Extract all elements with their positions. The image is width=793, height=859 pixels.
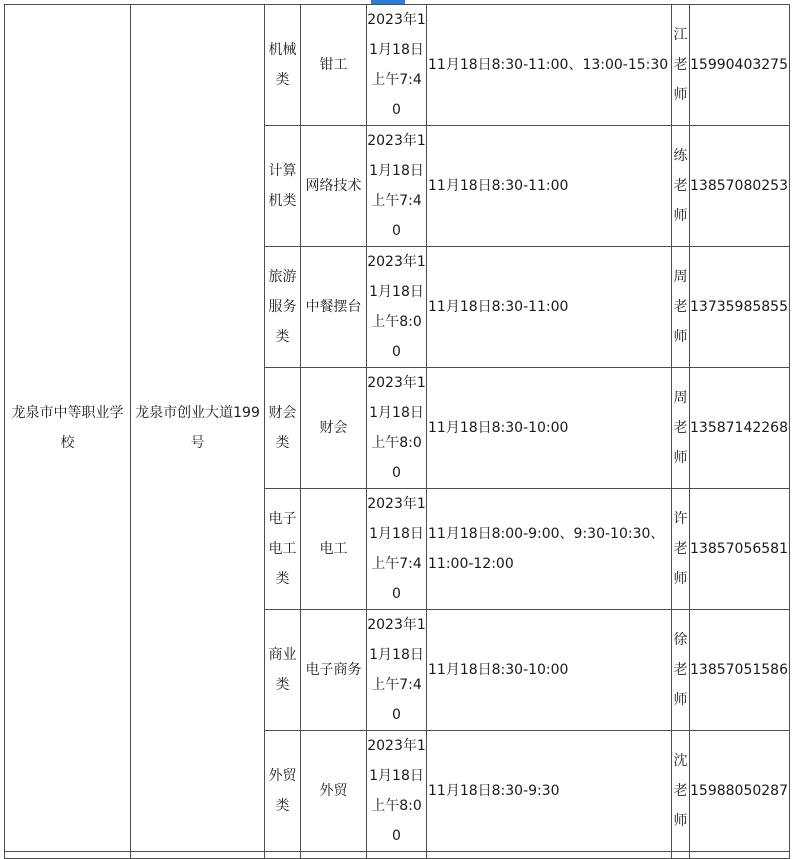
report-time-cell: 2023年11月18日上午8:00 bbox=[367, 247, 427, 368]
category-cell: 电子电工类 bbox=[265, 489, 301, 610]
report-time-cell: 2023年11月18日上午7:40 bbox=[367, 610, 427, 731]
project-cell: 财会 bbox=[301, 368, 367, 489]
table-row-partial bbox=[5, 852, 790, 859]
empty-cell bbox=[367, 852, 427, 859]
exam-time-cell: 11月18日8:30-10:00 bbox=[427, 610, 672, 731]
contact-cell: 周老师 bbox=[672, 247, 690, 368]
report-time-cell: 2023年11月18日上午7:40 bbox=[367, 126, 427, 247]
exam-time-cell: 11月18日8:30-10:00 bbox=[427, 368, 672, 489]
exam-time-cell: 11月18日8:00-9:00、9:30-10:30、11:00-12:00 bbox=[427, 489, 672, 610]
empty-cell bbox=[265, 852, 301, 859]
phone-cell: 13857056581 bbox=[690, 489, 790, 610]
report-time-cell: 2023年11月18日上午8:00 bbox=[367, 731, 427, 852]
phone-cell: 13587142268 bbox=[690, 368, 790, 489]
contact-cell: 周老师 bbox=[672, 368, 690, 489]
phone-cell: 13857051586 bbox=[690, 610, 790, 731]
exam-time-cell: 11月18日8:30-11:00 bbox=[427, 126, 672, 247]
contact-cell: 许老师 bbox=[672, 489, 690, 610]
table-row bbox=[5, 5, 790, 126]
empty-cell bbox=[5, 852, 131, 859]
report-time-cell: 2023年11月18日上午7:40 bbox=[367, 489, 427, 610]
project-cell: 电子商务 bbox=[301, 610, 367, 731]
empty-cell bbox=[427, 852, 672, 859]
exam-time-cell: 11月18日8:30-9:30 bbox=[427, 731, 672, 852]
category-cell: 机械类 bbox=[265, 5, 301, 126]
project-cell: 钳工 bbox=[301, 5, 367, 126]
contact-cell: 徐老师 bbox=[672, 610, 690, 731]
exam-time-cell: 11月18日8:30-11:00 bbox=[427, 247, 672, 368]
report-time-cell: 2023年11月18日上午8:00 bbox=[367, 368, 427, 489]
project-cell: 中餐摆台 bbox=[301, 247, 367, 368]
contact-cell: 沈老师 bbox=[672, 731, 690, 852]
address-cell: 龙泉市创业大道199号 bbox=[131, 5, 265, 852]
project-cell: 电工 bbox=[301, 489, 367, 610]
empty-cell bbox=[690, 852, 790, 859]
project-cell: 外贸 bbox=[301, 731, 367, 852]
report-time-cell: 2023年11月18日上午7:40 bbox=[367, 5, 427, 126]
category-cell: 旅游服务类 bbox=[265, 247, 301, 368]
school-cell: 龙泉市中等职业学校 bbox=[5, 5, 131, 852]
empty-cell bbox=[672, 852, 690, 859]
phone-cell: 15990403275 bbox=[690, 5, 790, 126]
phone-cell: 13735985855 bbox=[690, 247, 790, 368]
category-cell: 商业类 bbox=[265, 610, 301, 731]
phone-cell: 15988050287 bbox=[690, 731, 790, 852]
project-cell: 网络技术 bbox=[301, 126, 367, 247]
empty-cell bbox=[301, 852, 367, 859]
category-cell: 财会类 bbox=[265, 368, 301, 489]
table-body bbox=[5, 5, 790, 859]
contact-cell: 江老师 bbox=[672, 5, 690, 126]
category-cell: 外贸类 bbox=[265, 731, 301, 852]
contact-cell: 练老师 bbox=[672, 126, 690, 247]
exam-time-cell: 11月18日8:30-11:00、13:00-15:30 bbox=[427, 5, 672, 126]
category-cell: 计算机类 bbox=[265, 126, 301, 247]
phone-cell: 13857080253 bbox=[690, 126, 790, 247]
empty-cell bbox=[131, 852, 265, 859]
exam-schedule-table bbox=[4, 4, 790, 859]
